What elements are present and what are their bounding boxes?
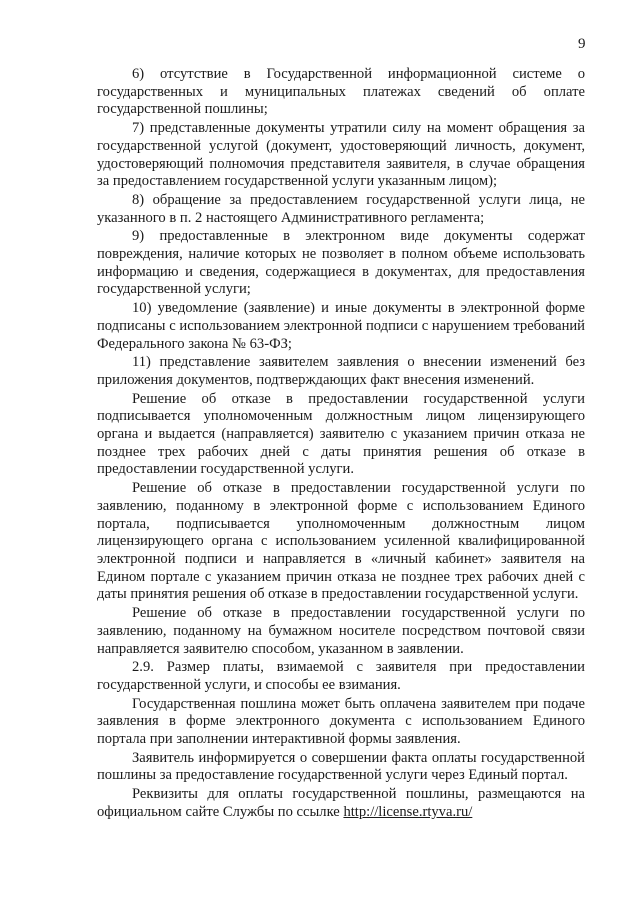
paragraph-fee-payment: Государственная пошлина может быть оплачена заявителем при подаче заявления в форме электронного документа с использованием Единого портала при заполнении интерактивной формы заявления. [97, 695, 585, 748]
paragraph-payment-details [97, 786, 585, 821]
paragraph-item-9: 9) предоставленные в электронном виде документы содержат повреждения, наличие которых не позволяет в полном объеме использовать информацию и сведения, содержащиеся в документах, для предоставления государственной услуги; [97, 228, 585, 298]
paragraph-refusal-electronic: Решение об отказе в предоставлении государственной услуги по заявлению, поданному в электронной форме с использованием Единого портала, подписывается уполномоченным должностным лицом лицензирующего органа с использованием усиленной квалифицированной электронной подписи и направляется в «личный кабинет» заявителя на Едином портале с указанием причин отказа не позднее трех рабочих дней с даты принятия решения об отказе в предоставлении государственной услуги. [97, 480, 585, 603]
paragraph-section-2-9: 2.9. Размер платы, взимаемой с заявителя при предоставлении государственной услуги, и способы ее взимания. [97, 659, 585, 693]
page-number: 9 [578, 36, 586, 52]
paragraph-item-10: 10) уведомление (заявление) и иные документы в электронной форме подписаны с использованием электронной подписи с нарушением требований Федерального закона № 63-ФЗ; [97, 300, 585, 352]
paragraph-refusal-decision: Решение об отказе в предоставлении государственной услуги подписывается уполномоченным должностным лицом лицензирующего органа и выдается (направляется) заявителю с указанием причин отказа не позднее трех рабочих дней с даты принятия решения об отказе в предоставлении государственной услуги. [97, 390, 585, 478]
paragraph-item-8: 8) обращение за предоставлением государственной услуги лица, не указанного в п. 2 настоящего Административного регламента; [97, 191, 585, 226]
paragraph-refusal-paper: Решение об отказе в предоставлении государственной услуги по заявлению, поданному на бумажном носителе посредством почтовой связи направляется заявителю способом, указанном в заявлении. [97, 605, 585, 657]
document-body [97, 66, 585, 823]
paragraph-item-6: 6) отсутствие в Государственной информационной системе о государственных и муниципальных платежах сведений об оплате государственной пошлины; [97, 66, 585, 118]
payment-details-text: Реквизиты для оплаты государственной пошлины, размещаются на официальном сайте Службы по ссылке [97, 786, 585, 820]
paragraph-item-11: 11) представление заявителем заявления о внесении изменений без приложения документов, подтверждающих факт внесения изменений. [97, 354, 585, 388]
paragraph-payment-info: Заявитель информируется о совершении факта оплаты государственной пошлины за предоставление государственной услуги через Единый портал. [97, 749, 585, 784]
paragraph-item-7: 7) представленные документы утратили силу на момент обращения за государственной услугой (документ, удостоверяющий личность, документ, удостоверяющий полномочия представителя заявителя, в случае обращения за предоставлением государственной услуги указанным лицом); [97, 120, 585, 190]
license-site-link[interactable]: http://license.rtyva.ru/ [343, 803, 473, 820]
